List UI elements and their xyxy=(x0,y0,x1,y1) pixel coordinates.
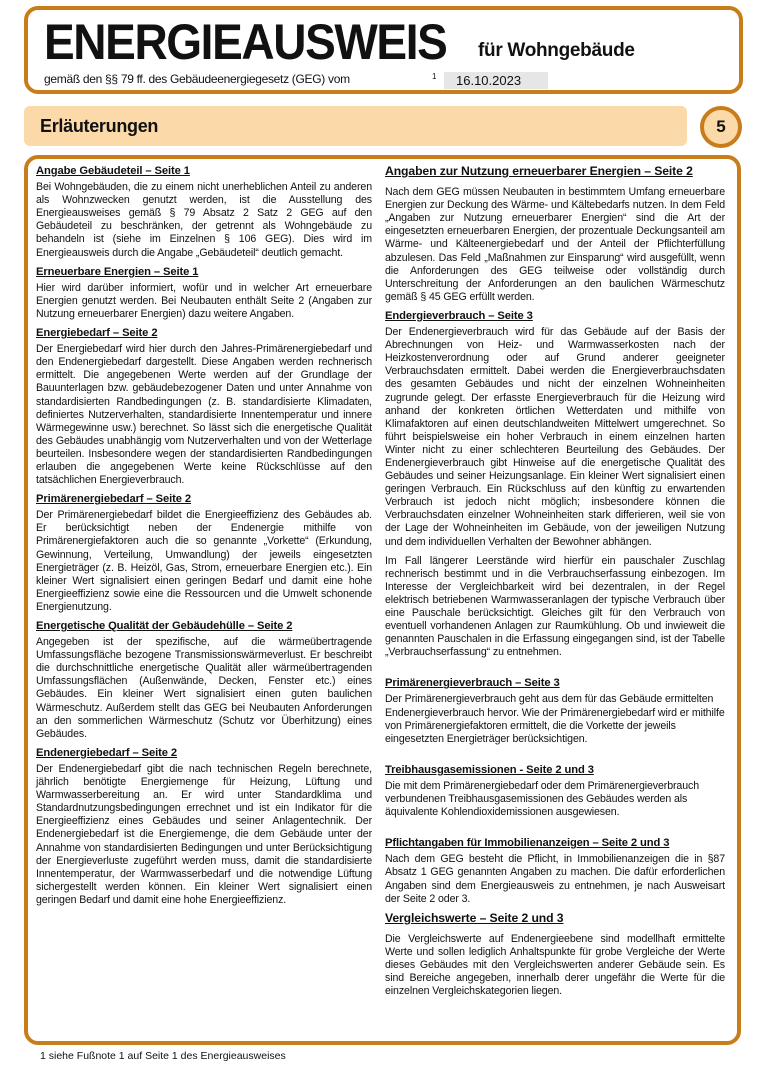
section-treibhausgasemissionen xyxy=(385,764,725,819)
section-endenergiebedarf xyxy=(36,747,372,907)
explanations-panel xyxy=(24,155,741,1045)
section-header xyxy=(24,106,687,146)
section-text: Der Primärenergieverbrauch geht aus dem für das Gebäude ermittelten Endenergieverbrauch hervor. Wie der Primärenergiebedarf wird er mithilfe von Primärenergiefaktoren ermittelt, die die Vorkette der jeweils eingesetzten Energieträger berücksichtigen. xyxy=(385,693,725,745)
section-text: Die mit dem Primärenergiebedarf oder dem Primärenergieverbrauch verbundenen Treibhausgasemissionen des Gebäudes werden als äquivalente Kohlendioxidemissionen ausgewiesen. xyxy=(385,779,700,819)
document-header xyxy=(24,6,743,94)
section-heading: Vergleichswerte – Seite 2 und 3 xyxy=(385,910,564,925)
section-heading: Energiebedarf – Seite 2 xyxy=(36,327,158,340)
section-text: Der Primärenergiebedarf bildet die Energieeffizienz des Gebäudes ab. Er berücksichtigt neben der Endenergie mithilfe von Primärenergiefaktoren auch die so genannte „Vorkette“ (Erkundung, Gewinnung, Verteilung, Umwandlung) der jeweils eingesetzten Energieträger (z. B. Heizöl, Gas, Strom, erneuerbare Energien etc.). Ein kleiner Wert signalisiert einen geringen Bedarf und damit eine hohe Energieeffizienz sowie eine die Ressourcen und die Umwelt schonende Energienutzung. xyxy=(36,509,372,613)
section-text: Der Endenergieverbrauch wird für das Gebäude auf der Basis der Abrechnungen von Heiz- und Warmwasserkosten nach der Heizkostenverordnung oder auf Grund anderer geeigneter Verbrauchsdaten ermittelt. Dabei werden die Energieverbrauchsdaten des gesamten Gebäudes und nicht der einzelnen Wohneinheiten zugrunde gelegt. Der erfasste Energieverbrauch für die Heizung wird anhand der konkreten örtlichen Wetterdaten und mithilfe von Klimafaktoren auf einen deutschlandweiten Mittelwert umgerechnet. So führt beispielsweise ein hoher Verbrauch in einem einzelnen harten Winter nicht zu einer schlechteren Beurteilung des Gebäudes. Der Endenergieverbrauch gibt Hinweise auf die energetische Qualität des Gebäudes und seiner Heizungsanlage. Ein kleiner Wert signalisiert einen geringen Verbrauch. Ein Rückschluss auf den künftig zu erwartenden Verbrauch ist jedoch nicht möglich; insbesondere können die Verbrauchsdaten einzelner Wohneinheiten stark differieren, weil sie von der Lage der Wohneinheiten im Gebäude, von der jeweiligen Nutzung und dem individuellen Verhalten der Bewohner abhängen. xyxy=(385,326,725,548)
section-heading: Energetische Qualität der Gebäudehülle – Seite 2 xyxy=(36,620,293,632)
section-heading: Primärenergiebedarf – Seite 2 xyxy=(36,493,192,506)
left-column xyxy=(36,165,372,913)
section-text: Hier wird darüber informiert, wofür und in welcher Art erneuerbare Energien genutzt werden. Bei Neubauten enthält Seite 2 (Angaben zur Nutzung erneuerbarer Energien) dazu weitere Angaben. xyxy=(36,281,372,320)
section-text: Die Vergleichswerte auf Endenergieebene sind modellhaft ermittelte Werte und sollen lediglich Anhaltspunkte für grobe Vergleiche der Werte dieses Gebäudes mit den Vergleichswerten anderer Gebäude sein. Es sind Bereiche angegeben, innerhalb derer ungefähr die Werte für die einzelnen Vergleichskategorien liegen. xyxy=(385,932,725,998)
section-heading: Endergieverbrauch – Seite 3 xyxy=(385,309,533,322)
page-number-badge: 5 xyxy=(700,106,742,148)
section-angabe-gebaeudeteil xyxy=(36,165,372,260)
footnote-marker: 1 xyxy=(432,72,437,81)
section-text: Der Endenergiebedarf gibt die nach technischen Regeln berechnete, jährlich benötigte Energiemenge für Heizung, Lüftung und Warmwasserbereitung an. Er wird unter Standardklima und Standardnutzungsbedingungen errechnet und ist ein Indikator für die Energieeffizienz eines Gebäudes und seiner Anlagentechnik. Der Endenergiebedarf ist die Energiemenge, die dem Gebäude unter der Annahme von standardisierten Bedingungen und unter Berücksichtigung der Energieverluste zugeführt werden muss, damit die standardisierte Innentemperatur, der Warmwasserbedarf und die notwendige Lüftung sichergestellt werden können. Ein kleiner Wert signalisiert einen geringen Bedarf und damit eine hohe Energieeffizienz. xyxy=(36,762,372,906)
right-column xyxy=(385,165,725,1004)
document-title: ENERGIEAUSWEIS xyxy=(44,14,447,70)
section-text: Nach dem GEG müssen Neubauten in bestimmtem Umfang erneuerbare Energien zur Deckung des Wärme- und Kältebedarfs nutzen. In dem Feld „Angaben zur Nutzung erneuerbarer Energien“ sind die Art der eingesetzten erneuerbaren Energien, der prozentuale Deckungsanteil am Wärme- und Kälteenergiebedarf und der Anteil der Pflichterfüllung abzulesen. Das Feld „Maßnahmen zur Einsparung“ wird ausgefüllt, wenn die Anforderungen des GEG teilweise oder vollständig durch Unterschreitung der Anforderungen an den baulichen Wärmeschutz gemäß § 45 GEG erfüllt werden. xyxy=(385,186,725,303)
section-nutzung-erneuerbarer-energien xyxy=(385,165,725,304)
section-heading: Angabe Gebäudeteil – Seite 1 xyxy=(36,165,190,177)
section-text: Nach dem GEG besteht die Pflicht, in Immobilienanzeigen die in §87 Absatz 1 GEG genannten Angaben zu machen. Die dafür erforderlichen Angaben sind dem Energieausweis zu entnehmen, je nach Ausweisart der Seite 2 oder 3. xyxy=(385,853,725,905)
section-heading: Primärenergieverbrauch – Seite 3 xyxy=(385,677,560,690)
section-heading: Treibhausgasemissionen - Seite 2 und 3 xyxy=(385,763,594,776)
section-text: Der Energiebedarf wird hier durch den Jahres-Primärenergiebedarf und den Endenergiebedarf dargestellt. Diese Angaben werden rechnerisch ermittelt. Die angegebenen Werte werden auf der Grundlage der Bauunterlagen bzw. gebäudebezogener Daten und unter Annahme von standardisierten Randbedingungen (z. B. standardisierte Klimadaten, definiertes Nutzerverhalten, standardisierte Innentemperatur und innere Wärmegewinne usw.) berechnet. So lässt sich die energetische Qualität des Gebäudes unabhängig vom Nutzerverhalten und von der Wetterlage beurteilen. Insbesondere wegen der standardisierten Randbedingungen erlauben die angegebenen Werte keine Rückschlüsse auf den tatsächlichen Energieverbrauch. xyxy=(36,343,372,487)
section-energiebedarf xyxy=(36,327,372,487)
legal-basis: gemäß den §§ 79 ff. des Gebäudeenergiegesetz (GEG) vom xyxy=(44,72,350,86)
section-gebaeudehuelle xyxy=(36,620,372,741)
section-primaerenergiebedarf xyxy=(36,493,372,614)
section-text: Angegeben ist der spezifische, auf die wärmeübertragende Umfassungsfläche bezogene Transmissionswärmeverlust. Er beschreibt die durchschnittliche energetische Qualität aller wärmeübertragenden Umfassungsflächen (Außenwände, Decken, Fenster etc.) eines Gebäudes. Ein kleiner Wert signalisiert einen guten baulichen Wärmeschutz. Außerdem stellt das GEG bei Neubauten Anforderungen an den sommerlichen Wärmeschutz (Schutz vor Überhitzung) eines Gebäudes. xyxy=(36,636,372,740)
footnote: 1 siehe Fußnote 1 auf Seite 1 des Energieausweises xyxy=(40,1050,286,1062)
section-vergleichswerte xyxy=(385,912,725,999)
building-type: für Wohngebäude xyxy=(478,40,635,61)
issue-date-field: 16.10.2023 xyxy=(444,72,548,89)
section-text: Im Fall längerer Leerstände wird hierfür ein pauschaler Zuschlag rechnerisch bestimmt und in die Verbrauchserfassung einbezogen. Im Interesse der Vergleichbarkeit wird bei dezentralen, in der Regel elektrisch betriebenen Warmwasseranlagen der typische Verbrauch über eine Pauschale berücksichtigt. Gleiches gilt für den Verbrauch von eventuell vorhandenen Anlagen zur Raumkühlung. Ob und inwieweit die genannten Pauschalen in die Erfassung eingegangen sind, ist der Tabelle „Verbrauchserfassung“ zu entnehmen. xyxy=(385,554,725,659)
section-title: Erläuterungen xyxy=(40,116,159,136)
section-heading: Angaben zur Nutzung erneuerbarer Energien – Seite 2 xyxy=(385,164,693,178)
section-primaerenergieverbrauch xyxy=(385,677,725,745)
section-erneuerbare-energien xyxy=(36,266,372,321)
section-endenergieverbrauch xyxy=(385,310,725,659)
section-pflichtangaben xyxy=(385,837,725,905)
section-heading: Erneuerbare Energien – Seite 1 xyxy=(36,265,199,278)
section-heading: Endenergiebedarf – Seite 2 xyxy=(36,746,178,759)
section-text: Bei Wohngebäuden, die zu einem nicht unerheblichen Anteil zu anderen als Wohnzwecken genutzt werden, ist die Ausstellung des Energieausweises gemäß § 79 Absatz 2 Satz 2 GEG auf den Gebäudeteil zu beschränken, der getrennt als Wohngebäude zu behandeln ist (siehe im Einzelnen § 106 GEG). Dies wird im Energieausweis durch die Angabe „Gebäudeteil“ deutlich gemacht. xyxy=(36,181,372,259)
section-heading: Pflichtangaben für Immobilienanzeigen – Seite 2 und 3 xyxy=(385,837,670,850)
